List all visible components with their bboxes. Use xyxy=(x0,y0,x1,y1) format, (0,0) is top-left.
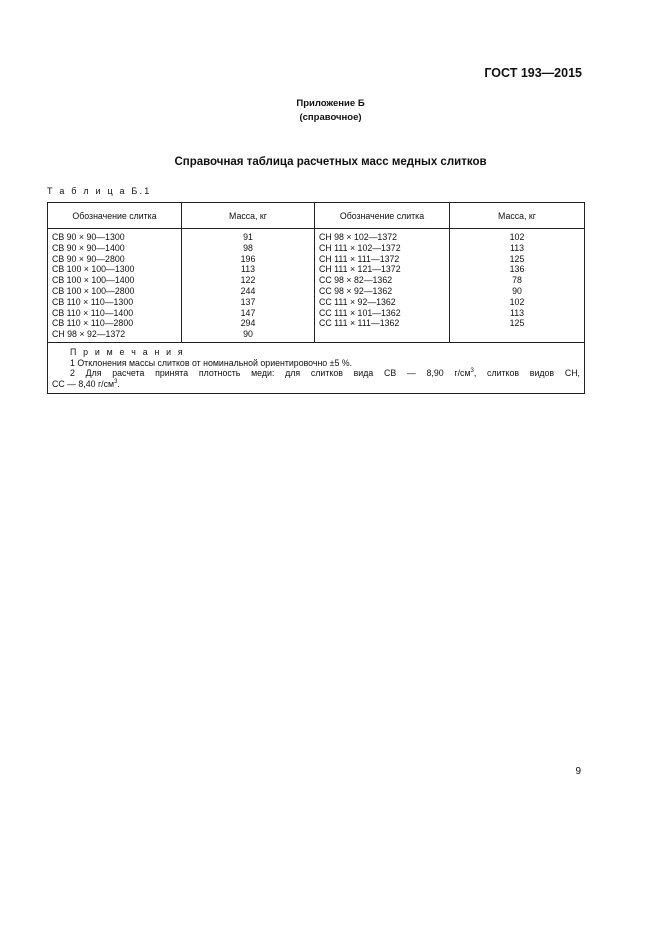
ingot-mass: 98 xyxy=(243,242,253,253)
ingot-mass: 113 xyxy=(509,307,525,318)
page-number: 9 xyxy=(575,766,581,777)
ingot-designation: СВ 100 × 100—1400 xyxy=(52,275,135,286)
ingot-designation: СН 111 × 102—1372 xyxy=(319,242,401,253)
cubic-superscript: 3 xyxy=(470,368,474,375)
ingot-designation: СС 98 × 82—1362 xyxy=(319,275,393,286)
ingot-designation: СН 98 × 92—1372 xyxy=(52,329,126,340)
ingot-designation: СВ 90 × 90—2800 xyxy=(52,253,125,264)
appendix-subtitle: (справочное) xyxy=(299,112,362,123)
ingot-mass: 113 xyxy=(509,242,525,253)
header-mass-left: Масса, кг xyxy=(182,203,315,229)
cubic-superscript: 3 xyxy=(114,378,118,385)
table-notes xyxy=(48,342,585,393)
ingot-mass: 78 xyxy=(512,275,522,286)
table-header-row xyxy=(48,203,585,229)
note-2-text-line2: СС — 8,40 г/см xyxy=(52,378,115,389)
header-designation-right: Обозначение слитка xyxy=(315,203,450,229)
ingot-mass: 244 xyxy=(240,285,256,296)
ingot-mass: 113 xyxy=(240,264,256,275)
note-2-end: . xyxy=(117,378,120,389)
ingot-designation: СН 98 × 102—1372 xyxy=(319,232,398,242)
ingot-designation: СС 98 × 92—1362 xyxy=(319,285,393,296)
ingot-mass: 102 xyxy=(509,296,525,307)
ingot-mass: 122 xyxy=(240,275,256,286)
ingot-mass: 137 xyxy=(240,296,256,307)
right-mass-column xyxy=(450,229,585,343)
right-designation-column xyxy=(315,229,450,343)
ingot-designation: СС 111 × 92—1362 xyxy=(319,296,396,307)
ingot-mass: 147 xyxy=(240,307,256,318)
table-title: Справочная таблица расчетных масс медных слитков xyxy=(174,156,487,168)
table-body-row xyxy=(48,229,585,343)
ingot-mass: 90 xyxy=(243,329,253,340)
note-2-text-cont: , слитков видов СН, xyxy=(473,368,580,379)
ingot-mass: 125 xyxy=(509,318,525,329)
ingot-designation: СН 111 × 111—1372 xyxy=(319,253,400,264)
header-mass-right: Масса, кг xyxy=(450,203,585,229)
ingot-designation: СВ 110 × 110—1300 xyxy=(52,296,134,307)
ingot-mass: 102 xyxy=(509,232,525,242)
header-designation-left: Обозначение слитка xyxy=(48,203,182,229)
table-label: Т а б л и ц а Б.1 xyxy=(47,186,152,196)
ingot-designation: СВ 110 × 110—2800 xyxy=(52,318,134,329)
ingot-designation: СН 111 × 121—1372 xyxy=(319,264,401,275)
ingot-mass: 91 xyxy=(243,232,253,242)
ingot-designation: СВ 90 × 90—1400 xyxy=(52,242,125,253)
ingot-mass: 90 xyxy=(512,285,522,296)
table-notes-row xyxy=(48,342,585,393)
note-2-line-2 xyxy=(52,379,580,390)
ingot-mass: 196 xyxy=(240,253,256,264)
note-1: 1 Отклонения массы слитков от номинальной ориентировочно ±5 %. xyxy=(70,357,353,368)
left-designation-column xyxy=(48,229,182,343)
ingot-designation: СВ 100 × 100—1300 xyxy=(52,264,135,275)
ingot-designation: СВ 90 × 90—1300 xyxy=(52,232,125,242)
left-mass-column xyxy=(182,229,315,343)
ingot-designation: СВ 110 × 110—1400 xyxy=(52,307,134,318)
ingot-designation: СС 111 × 101—1362 xyxy=(319,307,401,318)
note-2-line-1 xyxy=(52,368,580,379)
note-2-text: 2 Для расчета принята плотность меди: для слитков вида СВ — 8,90 г/см xyxy=(70,368,471,379)
document-code: ГОСТ 193—2015 xyxy=(484,66,582,80)
ingot-mass: 136 xyxy=(509,264,525,275)
ingot-designation: СС 111 × 111—1362 xyxy=(319,318,400,329)
appendix-title: Приложение Б xyxy=(296,98,365,109)
ingot-mass-table xyxy=(47,202,585,394)
notes-title: П р и м е ч а н и я xyxy=(70,346,185,357)
appendix-heading xyxy=(0,97,661,125)
ingot-mass: 294 xyxy=(240,318,256,329)
ingot-designation: СВ 100 × 100—2800 xyxy=(52,285,135,296)
ingot-mass: 125 xyxy=(509,253,525,264)
